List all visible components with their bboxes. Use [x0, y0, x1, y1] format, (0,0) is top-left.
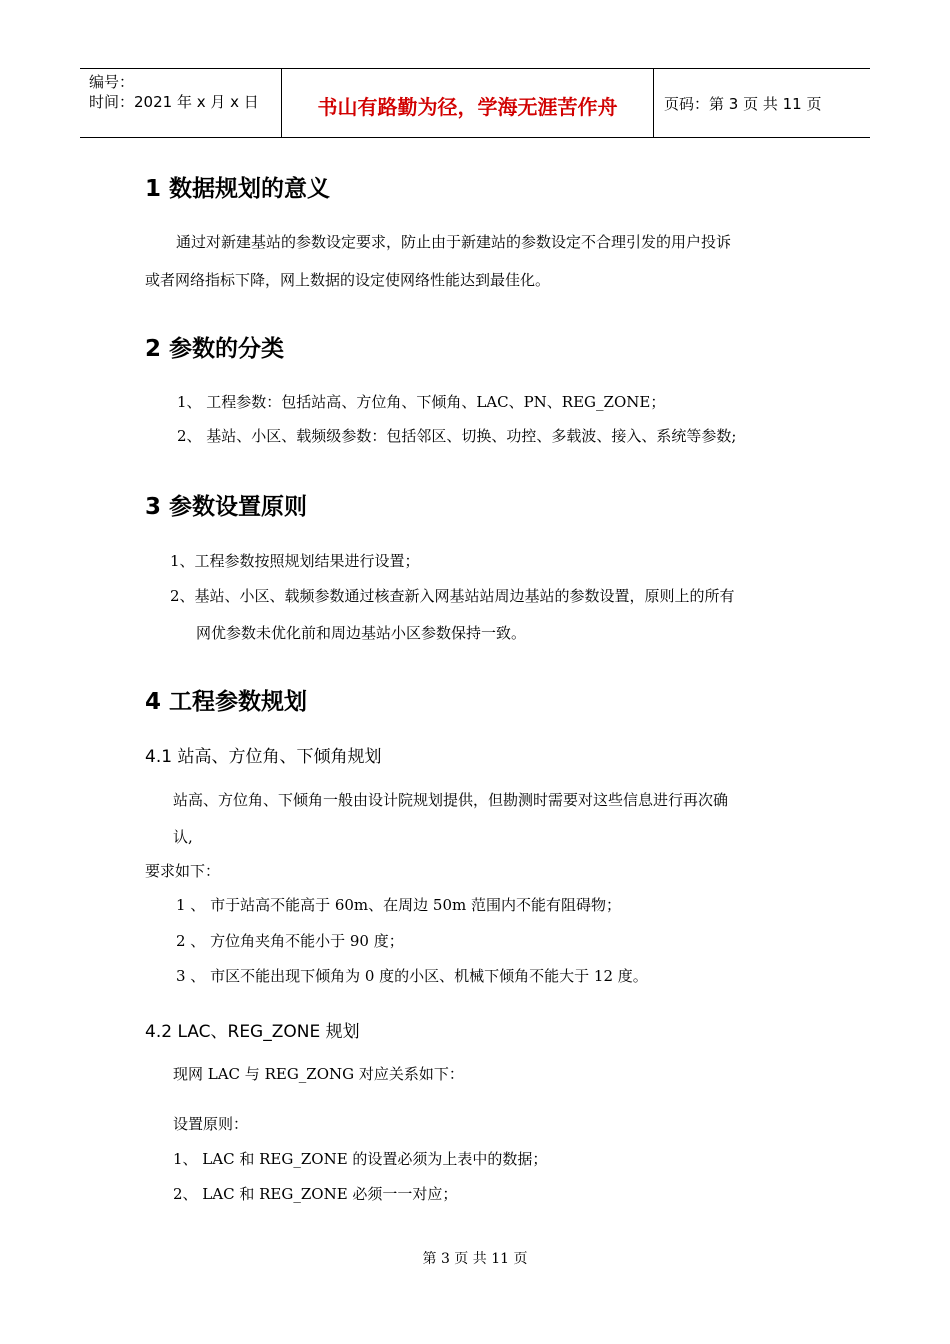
requirement-item-1: 1 、 市于站高不能高于 60m、在周边 50m 范围内不能有阻碍物；: [176, 896, 622, 914]
page-header-table: [80, 68, 870, 138]
section-1-paragraph-line-2: 或者网络指标下降，网上数据的设定使网络性能达到最佳化。: [145, 271, 551, 289]
requirement-item-3: 3 、 市区不能出现下倾角为 0 度的小区、机械下倾角不能大于 12 度。: [176, 967, 648, 985]
section-4-title: 4 工程参数规划: [145, 689, 308, 715]
subsection-4-1-title: 4.1 站高、方位角、下倾角规划: [145, 747, 382, 767]
section-3-item-2-line-1: 2、基站、小区、载频参数通过核查新入网基站站周边基站的参数设置，原则上的所有: [170, 587, 735, 605]
setting-principle-label: 设置原则：: [173, 1115, 249, 1133]
date-line: 时间：2021 年 x 月 x 日: [89, 93, 259, 111]
section-3-item-2-line-2: 网优参数未优化前和周边基站小区参数保持一致。: [196, 624, 527, 642]
section-2-title: 2 参数的分类: [145, 336, 285, 362]
requirements-label: 要求如下：: [145, 862, 221, 880]
section-1-title: 1 数据规划的意义: [145, 176, 331, 202]
serial-label: 编号：: [89, 73, 135, 91]
section-2-item-2: 2、 基站、小区、载频级参数：包括邻区、切换、功控、多载波、接入、系统等参数;: [177, 427, 737, 445]
section-1-paragraph-line-1: 通过对新建基站的参数设定要求，防止由于新建站的参数设定不合理引发的用户投诉: [176, 233, 732, 251]
header-page-cell: [654, 69, 870, 137]
header-page-info: 页码：第 3 页 共 11 页: [664, 95, 822, 113]
page-footer: 第 3 页 共 11 页: [422, 1251, 528, 1267]
header-motto-cell: [282, 69, 654, 137]
subsection-4-1-paragraph-line-1: 站高、方位角、下倾角一般由设计院规划提供，但勘测时需要对这些信息进行再次确: [173, 791, 729, 809]
principle-item-1: 1、 LAC 和 REG_ZONE 的设置必须为上表中的数据；: [173, 1150, 548, 1168]
requirement-item-2: 2 、 方位角夹角不能小于 90 度；: [176, 932, 404, 950]
subsection-4-2-title: 4.2 LAC、REG_ZONE 规划: [145, 1022, 360, 1042]
section-3-item-1: 1、工程参数按照规划结果进行设置；: [170, 552, 420, 570]
header-meta-cell: [80, 69, 282, 137]
section-3-title: 3 参数设置原则: [145, 494, 308, 520]
subsection-4-2-intro: 现网 LAC 与 REG_ZONG 对应关系如下：: [173, 1065, 464, 1083]
principle-item-2: 2、 LAC 和 REG_ZONE 必须一一对应；: [173, 1185, 458, 1203]
subsection-4-1-paragraph-line-2: 认,: [173, 828, 193, 846]
motto-text: 书山有路勤为径，学海无涯苦作舟: [317, 95, 618, 119]
section-2-item-1: 1、 工程参数：包括站高、方位角、下倾角、LAC、PN、REG_ZONE；: [177, 393, 666, 411]
